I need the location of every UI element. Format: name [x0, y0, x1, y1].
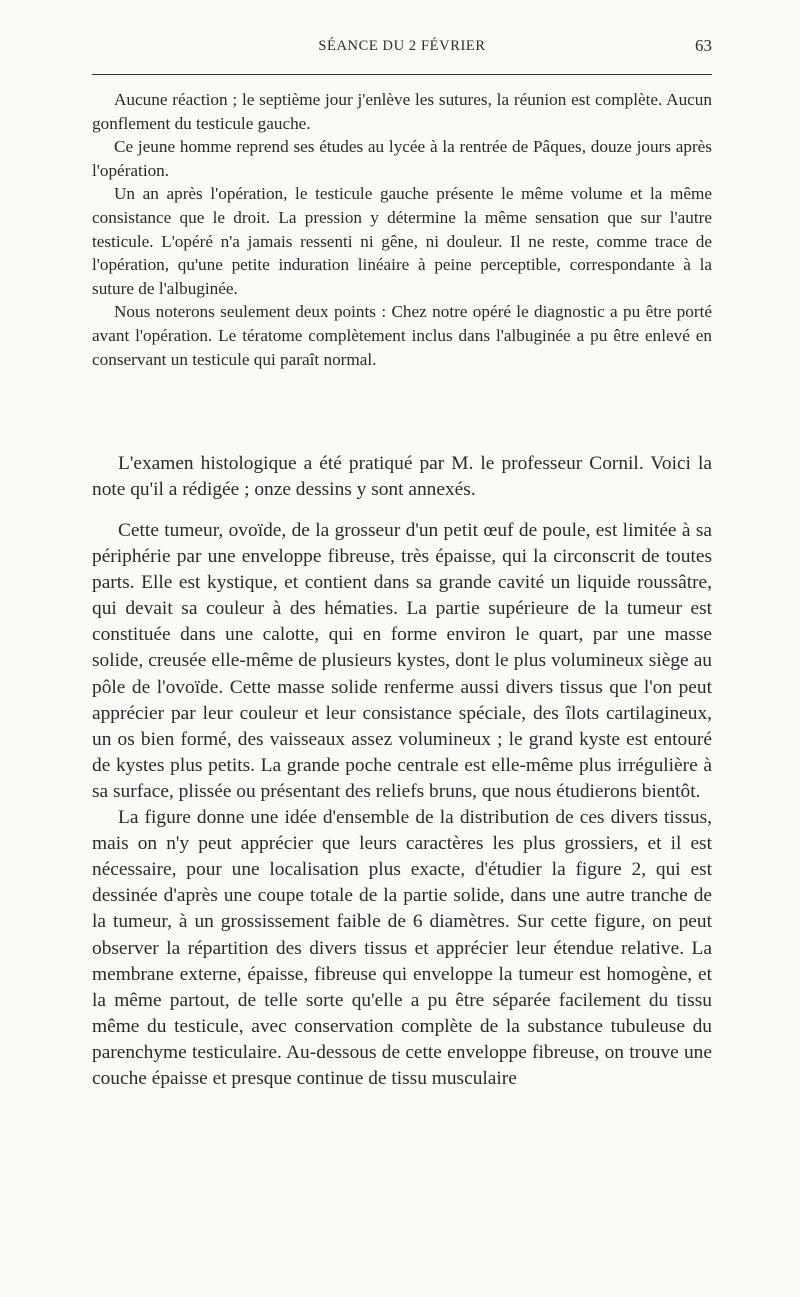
case-notes	[92, 88, 712, 371]
running-title: SÉANCE DU 2 FÉVRIER	[318, 38, 486, 54]
histology-report	[92, 518, 712, 1092]
header-rule	[92, 74, 712, 75]
paragraph: Un an après l'opération, le testicule gauche présente le même volume et la même consistance que le droit. La pression y détermine la même sensation que sur l'autre testicule. L'opéré n'a jamais ressenti ni gêne, ni douleur. Il ne reste, comme trace de l'opération, qu'une petite induration linéaire à peine perceptible, correspondante à la suture de l'albuginée.	[92, 184, 712, 298]
paragraph: Nous noterons seulement deux points : Chez notre opéré le diagnostic a pu être porté avant l'opération. Le tératome complètement inclus dans l'albuginée a pu être enlevé en conservant un testicule qui paraît normal.	[92, 302, 712, 369]
running-head	[92, 38, 712, 62]
paragraph: L'examen histologique a été pratiqué par M. le professeur Cornil. Voici la note qu'il a rédigée ; onze dessins y sont annexés.	[92, 453, 712, 501]
paragraph: Cette tumeur, ovoïde, de la grosseur d'un petit œuf de poule, est limitée à sa périphérie par une enveloppe fibreuse, très épaisse, qui la circonscrit de toutes parts. Elle est kystique, et contient dans sa grande cavité un liquide roussâtre, qui devait sa couleur à des hématies. La partie supérieure de la tumeur est constituée dans une calotte, qui en forme environ le quart, par une masse solide, creusée elle-même de plusieurs kystes, dont le plus volumineux siège au pôle de l'ovoïde. Cette masse solide renferme aussi divers tissus que l'on peut apprécier par leur couleur et leur consistance spéciale, des îlots cartilagineux, un os bien formé, des vaisseaux assez volumineux ; le grand kyste est entouré de kystes plus petits. La grande poche centrale est elle-même plus irrégulière à sa surface, plissée ou présentant des reliefs bruns, que nous étudierons bientôt.	[92, 520, 712, 802]
paragraph: Ce jeune homme reprend ses études au lycée à la rentrée de Pâques, douze jours après l'opération.	[92, 137, 712, 180]
page-number: 63	[695, 36, 712, 55]
paragraph: La figure donne une idée d'ensemble de la distribution de ces divers tissus, mais on n'y peut apprécier que leurs caractères les plus grossiers, et il est nécessaire, pour une localisation plus exacte, d'étudier la figure 2, qui est dessinée d'après une coupe totale de la partie solide, dans une autre tranche de la tumeur, à un grossissement faible de 6 diamètres. Sur cette figure, on peut observer la répartition des divers tissus et apprécier leur étendue relative. La membrane externe, épaisse, fibreuse qui enveloppe la tumeur est homogène, et la même partout, de telle sorte qu'elle a pu être séparée facilement du tissu même du testicule, avec conservation complète de la substance tubuleuse du parenchyme testiculaire. Au-dessous de cette enveloppe fibreuse, on trouve une couche épaisse et presque continue de tissu musculaire	[92, 807, 712, 1089]
paragraph: Aucune réaction ; le septième jour j'enlève les sutures, la réunion est complète. Aucun gonflement du testicule gauche.	[92, 90, 712, 133]
histology-intro	[92, 451, 712, 503]
